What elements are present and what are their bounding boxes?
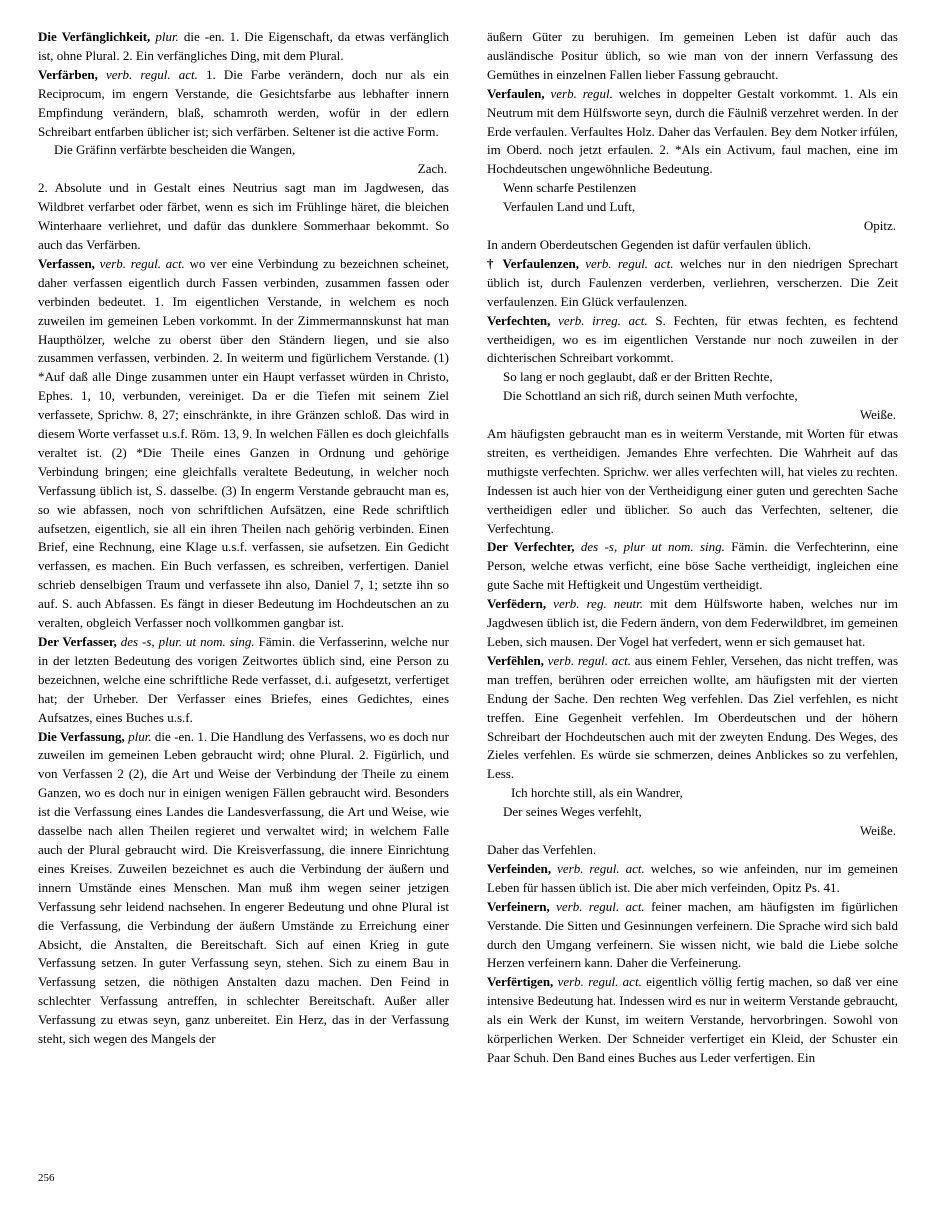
entry-headword: Verfechten, [487, 312, 551, 328]
dictionary-entry [487, 898, 898, 974]
entry-grammar: verb. regul. act. [557, 974, 642, 990]
dictionary-entry [487, 652, 898, 784]
verse-line: Wenn scharfe Pestilenzen [503, 180, 637, 196]
entry-grammar: verb. regul. act. [547, 652, 631, 668]
dictionary-entry [38, 633, 449, 728]
dictionary-entry [38, 255, 449, 633]
entry-headword: Verfärben, [38, 66, 98, 82]
entry-headword: Der Verfasser, [38, 634, 117, 649]
entry-definition: 1. Die Farbe verändern, doch nur als ein Reciprocum, im engern Verstande, die Gesichtsfarbe aus lebhafter innern Empfindung verändern, blaß, schamroth werden, wofür in der edlern Schreibart entfarben üblicher ist; sich verfärben. Seltener ist die active Form. [38, 66, 449, 139]
verse-line: Die Gräfinn verfärbte bescheiden die Wangen, [54, 142, 296, 158]
entry-definition: wo ver eine Verbindung zu bezeichnen scheinet, daher verfassen eigentlich durch Fassen verbinden, zusammen fassen oder verbinden bedeutet. 1. Im eigentlichen Verstande, in welchem es noch zuweilen im gemeinen Leben vorkommt. In der Zimmermannskunst hat man Haupthölzer, welche zu oberst über den Ständern liegen, und sie also zusammen verfassen, verbinden. 2. In weiterm und figürlichem Verstande. (1) *Auf daß alle Dinge zusammen unter ein Haupt verfasset würden in Christo, Ephes. 1, 10, verbunden, vereiniget. Da er die Tiefen mit seinem Ziel verfassete, Sprichw. 8, 27; einschränkte, in ihre Gränzen schloß. Das wird in diesem Worte verfasset u.s.f. Röm. 13, 9. In welchen Fällen es doch gleichfalls veraltet ist. (2) *Die Theile eines Ganzen in Ordnung und gehörige Verbindung bringen; eine gleichfalls veraltete Bedeutung, in welcher noch Verfassung üblich ist, S. dasselbe. (3) In engerm Verstande gebraucht man es, so wie abfassen, noch von schriftlichen Aufsätzen, eine Rede schriftlich aufsetzen, eigentlich, sie all ein ihren Theilen nach gehörig verbinden. Einen Brief, eine Rechnung, eine Klage u.s.f. verfassen, sie aufsetzen. Ein Gedicht verfassen, es machen. Ein Buch verfassen, es schreiben, verfertigen. Daniel schrieb denselbigen Traum und verfassete ihn also, Daniel 7, 1; setzte ihn so auf. S. auch Abfassen. Es fängt in dieser Bedeutung im Hochdeutschen an zu veralten, obgleich Verfasser noch vollkommen gangbar ist. [38, 255, 450, 631]
entry-definition: eigentlich völlig fertig machen, so daß ver eine intensive Bedeutung hat. Indessen wird es nur in weiterm Verstande gebraucht, als ein Werk der Kunst, im weitern Verstande, hervorbringen. Sowohl von körperlichen Werken. Der Schneider verfertiget ein Kleid, der Schuster ein Paar Schuh. Den Band eines Buches aus Leder verfertigen. Ein [487, 974, 899, 1065]
dictionary-entry [38, 66, 449, 142]
dictionary-entry [487, 595, 898, 652]
body-paragraph: Am häufigsten gebraucht man es in weiterm Verstande, mit Worten für etwas streiten, es vertheidigen. Jemandes Ehre verfechten. Die Wahrheit auf das muthigste verfechten. Sprichw. wer alles verfechten will, hat vieles zu rechten. Indessen ist auch hier von der Vertheidigung einer guten und gerechten Sache vertheidigen edler und üblicher. So auch das Verfechten, seltener, die Verfechtung. [487, 426, 898, 536]
body-paragraph: äußern Güter zu beruhigen. Im gemeinen Leben ist dafür auch das ausländische Positur üblich, so wie man von der innern Verfassung des Gemüthes in einzelnen Fallen lieber Fassung gebraucht. [487, 29, 898, 82]
entry-grammar: verb. regul. act. [585, 255, 674, 271]
entry-grammar: plur. [128, 728, 152, 744]
entry-definition: die -en. 1. Die Handlung des Verfassens, wo es doch nur zuweilen im gemeinen Leben gebraucht wird; ohne Plural. 2. Figürlich, und von Verfassen 2 (2), die Art und Weise der Verbindung der Theile zu einem Ganzen, wo es doch nur in einigen wenigen Fällen gebraucht wird. Besonders ist die Verfassung eines Landes die Landesverfassung, die Art und Weise, wie dasselbe nach allen Theilen regieret und verwaltet wird; in welchem Falle auch der Plural gebraucht wird. Die Kreisverfassung, die innere Einrichtung eines Kreises. Zuweilen bezeichnet es auch die Verbindung der äußern und innern Umstände eines Menschen. Man muß ihm wegen seiner jetzigen Verfassung sehr leidend nachsehen. In engerer Bedeutung und ohne Plural ist die Verfassung, die Verbindung der äußern Umstände zu Erreichung einer Absicht, die Anstalten, die Bereitschaft. Sich auf einen Krieg in gute Verfassung setzen. In guter Verfassung seyn, stehen. Sich zu einem Bau in Verfassung setzen, die nöthigen Anstalten dazu machen. Den Feind in schlechter Verfassung antreffen, in schlechter Bereitschaft. Außer aller Verfassung zu etwas seyn, ganz unbereitet. Ein Herz, das in der Verfassung steht, sich wegen des Mangels der [38, 728, 450, 1047]
verse-attribution: Opitz. [863, 218, 896, 234]
dictionary-entry [487, 85, 898, 180]
entry-definition: Fämin. die Verfechterinn, eine Person, welche etwas verficht, eine böse Sache vertheidigt, ingleichen eine gute Sache mit Heftigkeit und Ungestüm vertheidigt. [487, 539, 899, 593]
entry-grammar: des -s, plur. ut nom. sing. [120, 634, 255, 649]
entry-headword: Verfeinern, [487, 898, 550, 914]
body-paragraph: Daher das Verfehlen. [487, 841, 597, 857]
dictionary-entry [487, 538, 898, 595]
entry-headword: Die Verfänglichkeit, [38, 29, 151, 44]
body-paragraph: In andern Oberdeutschen Gegenden ist dafür verfaulen üblich. [487, 236, 812, 252]
entry-definition: die -en. 1. Die Eigenschaft, da etwas verfänglich ist, ohne Plural. 2. Ein verfängliches Ding, mit dem Plural. [38, 29, 449, 63]
entry-grammar: verb. reg. neutr. [553, 596, 644, 612]
page-number: 256 [38, 1172, 55, 1184]
entry-headword: Die Verfassung, [38, 728, 125, 744]
entry-definition: feiner machen, am häufigsten im figürlichen Verstande. Die Sitten und Gesinnungen verfeinern. Die Sprache wird sich bald durch den Umgang verfeinern. Sie wissen nicht, wie bald die Liebe solche Herzen verfeinern kann. Daher die Verfeinerung. [487, 898, 899, 971]
entry-headword: Verfassen, [38, 255, 95, 271]
verse-line: So lang er noch geglaubt, daß er der Britten Rechte, [503, 369, 773, 385]
entry-definition: mit dem Hülfsworte haben, welches nur im Jagdwesen üblich ist, die Federn ändern, von dem Federwildbret, im gemeinen Leben, sich mausen. Der Vogel hat verfedert, wenn er sich gemauset hat. [487, 596, 898, 649]
entry-headword: † Verfaulenzen, [487, 255, 579, 271]
verse-attribution: Zach. [417, 161, 447, 177]
entry-grammar: verb. irreg. act. [558, 312, 648, 328]
verse-line: Der seines Weges verfehlt, [503, 804, 642, 820]
entry-grammar: des -s, plur ut nom. sing. [580, 539, 725, 555]
two-column-body [38, 28, 898, 1158]
dictionary-entry [487, 860, 898, 898]
entry-headword: Verfeinden, [487, 860, 552, 876]
dictionary-entry [38, 728, 449, 1049]
entry-headword: Verfëhlen, [487, 652, 544, 668]
right-text-column [487, 28, 898, 1158]
dictionary-entry [487, 255, 898, 312]
entry-definition: S. Fechten, für etwas fechten, es fechtend vertheidigen, wo es im eigentlichen Verstande nur noch zuweilen in der dichterischen Schreibart vorkommt. [487, 312, 899, 366]
verse-attribution: Weiße. [859, 823, 896, 839]
verse-line: Die Schottland an sich riß, durch seinen Muth verfochte, [503, 388, 798, 404]
entry-headword: Verfërtigen, [487, 974, 554, 990]
dictionary-entry [487, 973, 898, 1068]
verse-attribution: Weiße. [859, 407, 896, 423]
entry-grammar: verb. regul. [550, 85, 613, 101]
entry-headword: Verfëdern, [487, 596, 547, 612]
verse-line: Ich horchte still, als ein Wandrer, [511, 785, 683, 801]
entry-definition: welches, so wie anfeinden, nur im gemeinen Leben für hassen üblich ist. Die aber mich verfeinden, Opitz Ps. 41. [487, 860, 898, 895]
entry-headword: Verfaulen, [487, 85, 545, 101]
dictionary-entry [487, 312, 898, 369]
entry-grammar: verb. regul. act. [556, 898, 645, 914]
entry-grammar: plur. [155, 29, 179, 44]
dictionary-entry [38, 28, 449, 66]
verse-line: Verfaulen Land und Luft, [503, 199, 636, 215]
entry-definition: welches in doppelter Gestalt vorkommt. 1. Als ein Neutrum mit dem Hülfsworte seyn, durch die Fäulniß verzehret werden. In der Erde verfaulen. Verfaultes Holz. Daher das Verfaulen. Bey dem Notker irfúlen, im Oberd. noch jetzt erfaulen. 2. *Als ein Activum, faul machen, eine im Hochdeutschen ungewöhnliche Bedeutung. [487, 85, 898, 177]
entry-definition: Fämin. die Verfasserinn, welche nur in der letzten Bedeutung des vorigen Zeitwortes üblich sind, eine Person zu bezeichnen, welche eine schriftliche Rede verfasset, d.i. aufgesetzt, verfertiget hat; der Urheber. Der Verfasser eines Briefes, eines Gedichtes, eines Aufsatzes, eines Buches u.s.f. [38, 634, 450, 725]
body-paragraph: 2. Absolute und in Gestalt eines Neutrius sagt man im Jagdwesen, das Wildbret verfarbet oder färbet, wenn es sich im Frühlinge häret, die bleichen Winterhaare verliehret, und dafür das dunklere Sommerhaar bekommt. So auch das Verfärben. [38, 180, 449, 252]
left-text-column [38, 28, 449, 1158]
entry-definition: aus einem Fehler, Versehen, das nicht treffen, was man treffen, berühren oder erreichen wollte, am häufigsten mit der vierten Endung der Sache. Den rechten Weg verfehlen. Das Ziel verfehlen, es nicht treffen. Eine Gegenheit verfehlen. Im Oberdeutschen und der höhern Schreibart der Hochdeutschen auch mit der zweyten Endung. Des Weges, des Zieles verfehlen. Es würde sie schmerzen, deines Anblickes so zu verfehlen, Less. [487, 652, 899, 782]
entry-grammar: verb. regul. act. [99, 255, 185, 271]
entry-headword: Der Verfechter, [487, 539, 575, 555]
entry-definition: welches nur in den niedrigen Sprechart üblich ist, durch Faulenzen verderben, verliehren, verscherzen. Die Zeit verfaulenzen. Ein Glück verfaulenzen. [487, 255, 898, 309]
entry-grammar: verb. regul. act. [557, 860, 645, 876]
entry-grammar: verb. regul. act. [105, 66, 198, 82]
